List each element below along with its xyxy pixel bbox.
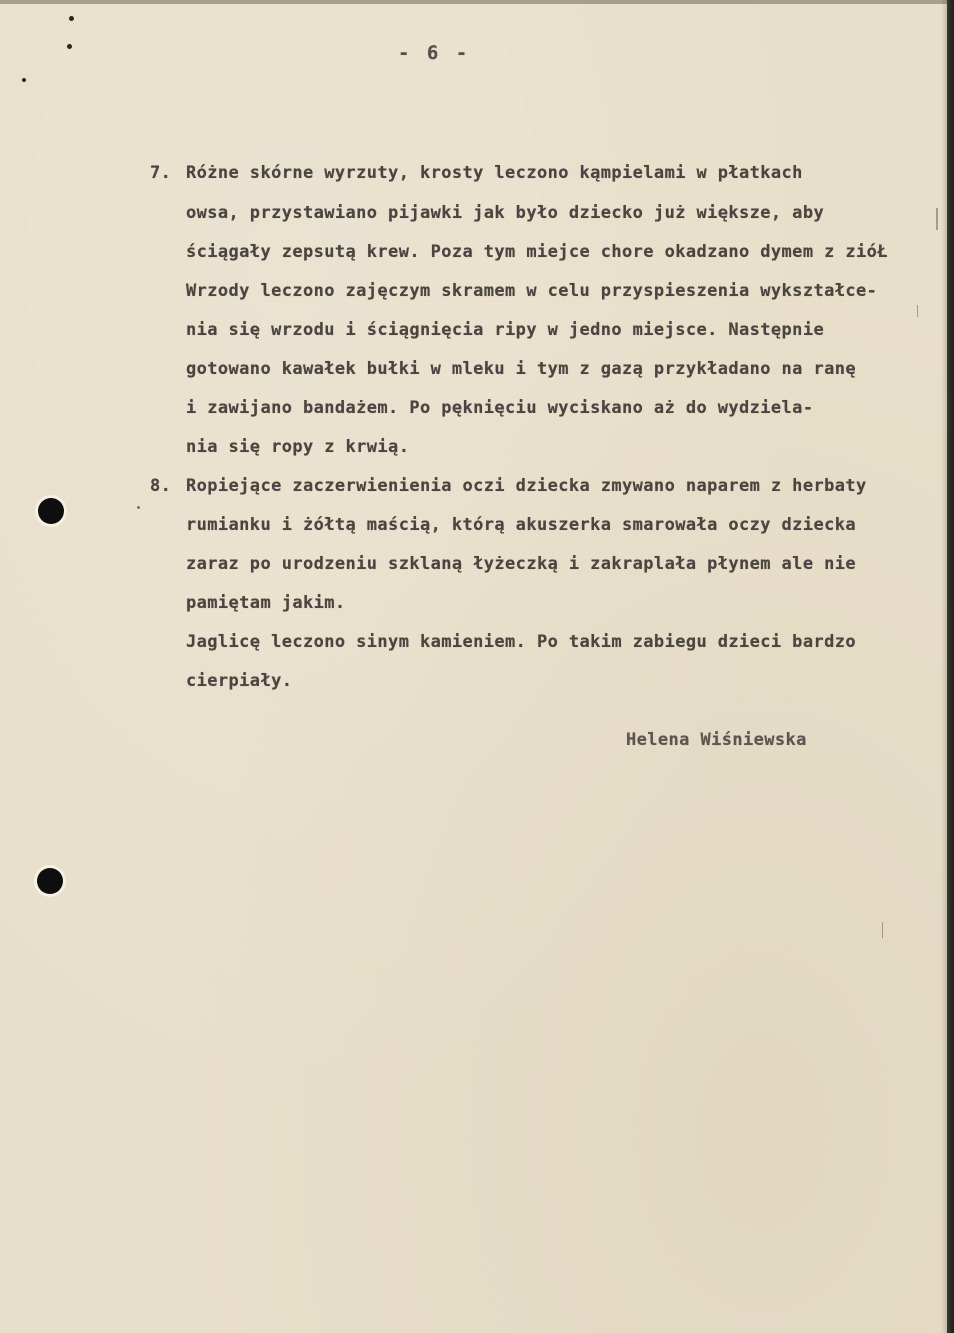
item-7-line-4: Wrzody leczono zajęczym skramem w celu przyspieszenia wykształce- [186, 281, 878, 301]
item-7-line-6: gotowano kawałek bułki w mleku i tym z gazą przykładano na ranę [186, 359, 856, 379]
punch-hole-top [38, 498, 64, 524]
item-8-line-5: Jaglicę leczono sinym kamieniem. Po takim zabiegu dzieci bardzo [186, 632, 856, 652]
item-number-7: 7. [150, 163, 172, 183]
item-8-line-2: rumianku i żółtą maścią, którą akuszerka smarowała oczy dziecka [186, 515, 856, 535]
item-7-line-3: ściągały zepsutą krew. Poza tym miejce chore okadzano dymem z zióŁ [186, 242, 888, 262]
speck [137, 506, 140, 509]
item-8-line-6: cierpiały. [186, 671, 293, 691]
punch-hole-bottom [37, 868, 63, 894]
item-8-line-3: zaraz po urodzeniu szklaną łyżeczką i zakraplała płynem ale nie [186, 554, 856, 574]
speck [22, 78, 26, 82]
scan-top-edge [0, 0, 954, 4]
stray-mark [882, 922, 883, 938]
item-8-line-4: pamiętam jakim. [186, 593, 346, 613]
signature: Helena Wiśniewska [626, 730, 807, 750]
item-7-line-5: nia się wrzodu i ściągnięcia ripy w jedno miejsce. Następnie [186, 320, 825, 340]
item-8-line-1: Ropiejące zaczerwienienia oczi dziecka zmywano naparem z herbaty [186, 476, 867, 496]
speck [69, 16, 74, 21]
item-number-8: 8. [150, 476, 172, 496]
item-7-line-1: Różne skórne wyrzuty, krosty leczono kąmpielami w płatkach [186, 163, 803, 183]
item-7-line-2: owsa, przystawiano pijawki jak było dziecko już większe, aby [186, 203, 825, 223]
item-7-line-7: i zawijano bandażem. Po pęknięciu wyciskano aż do wydziela- [186, 398, 814, 418]
stray-mark [917, 305, 918, 317]
item-7-line-8: nia się ropy z krwią. [186, 437, 410, 457]
scan-right-edge [947, 0, 954, 1333]
page-number: - 6 - [398, 42, 471, 64]
speck [67, 44, 72, 49]
stray-mark [936, 208, 938, 230]
